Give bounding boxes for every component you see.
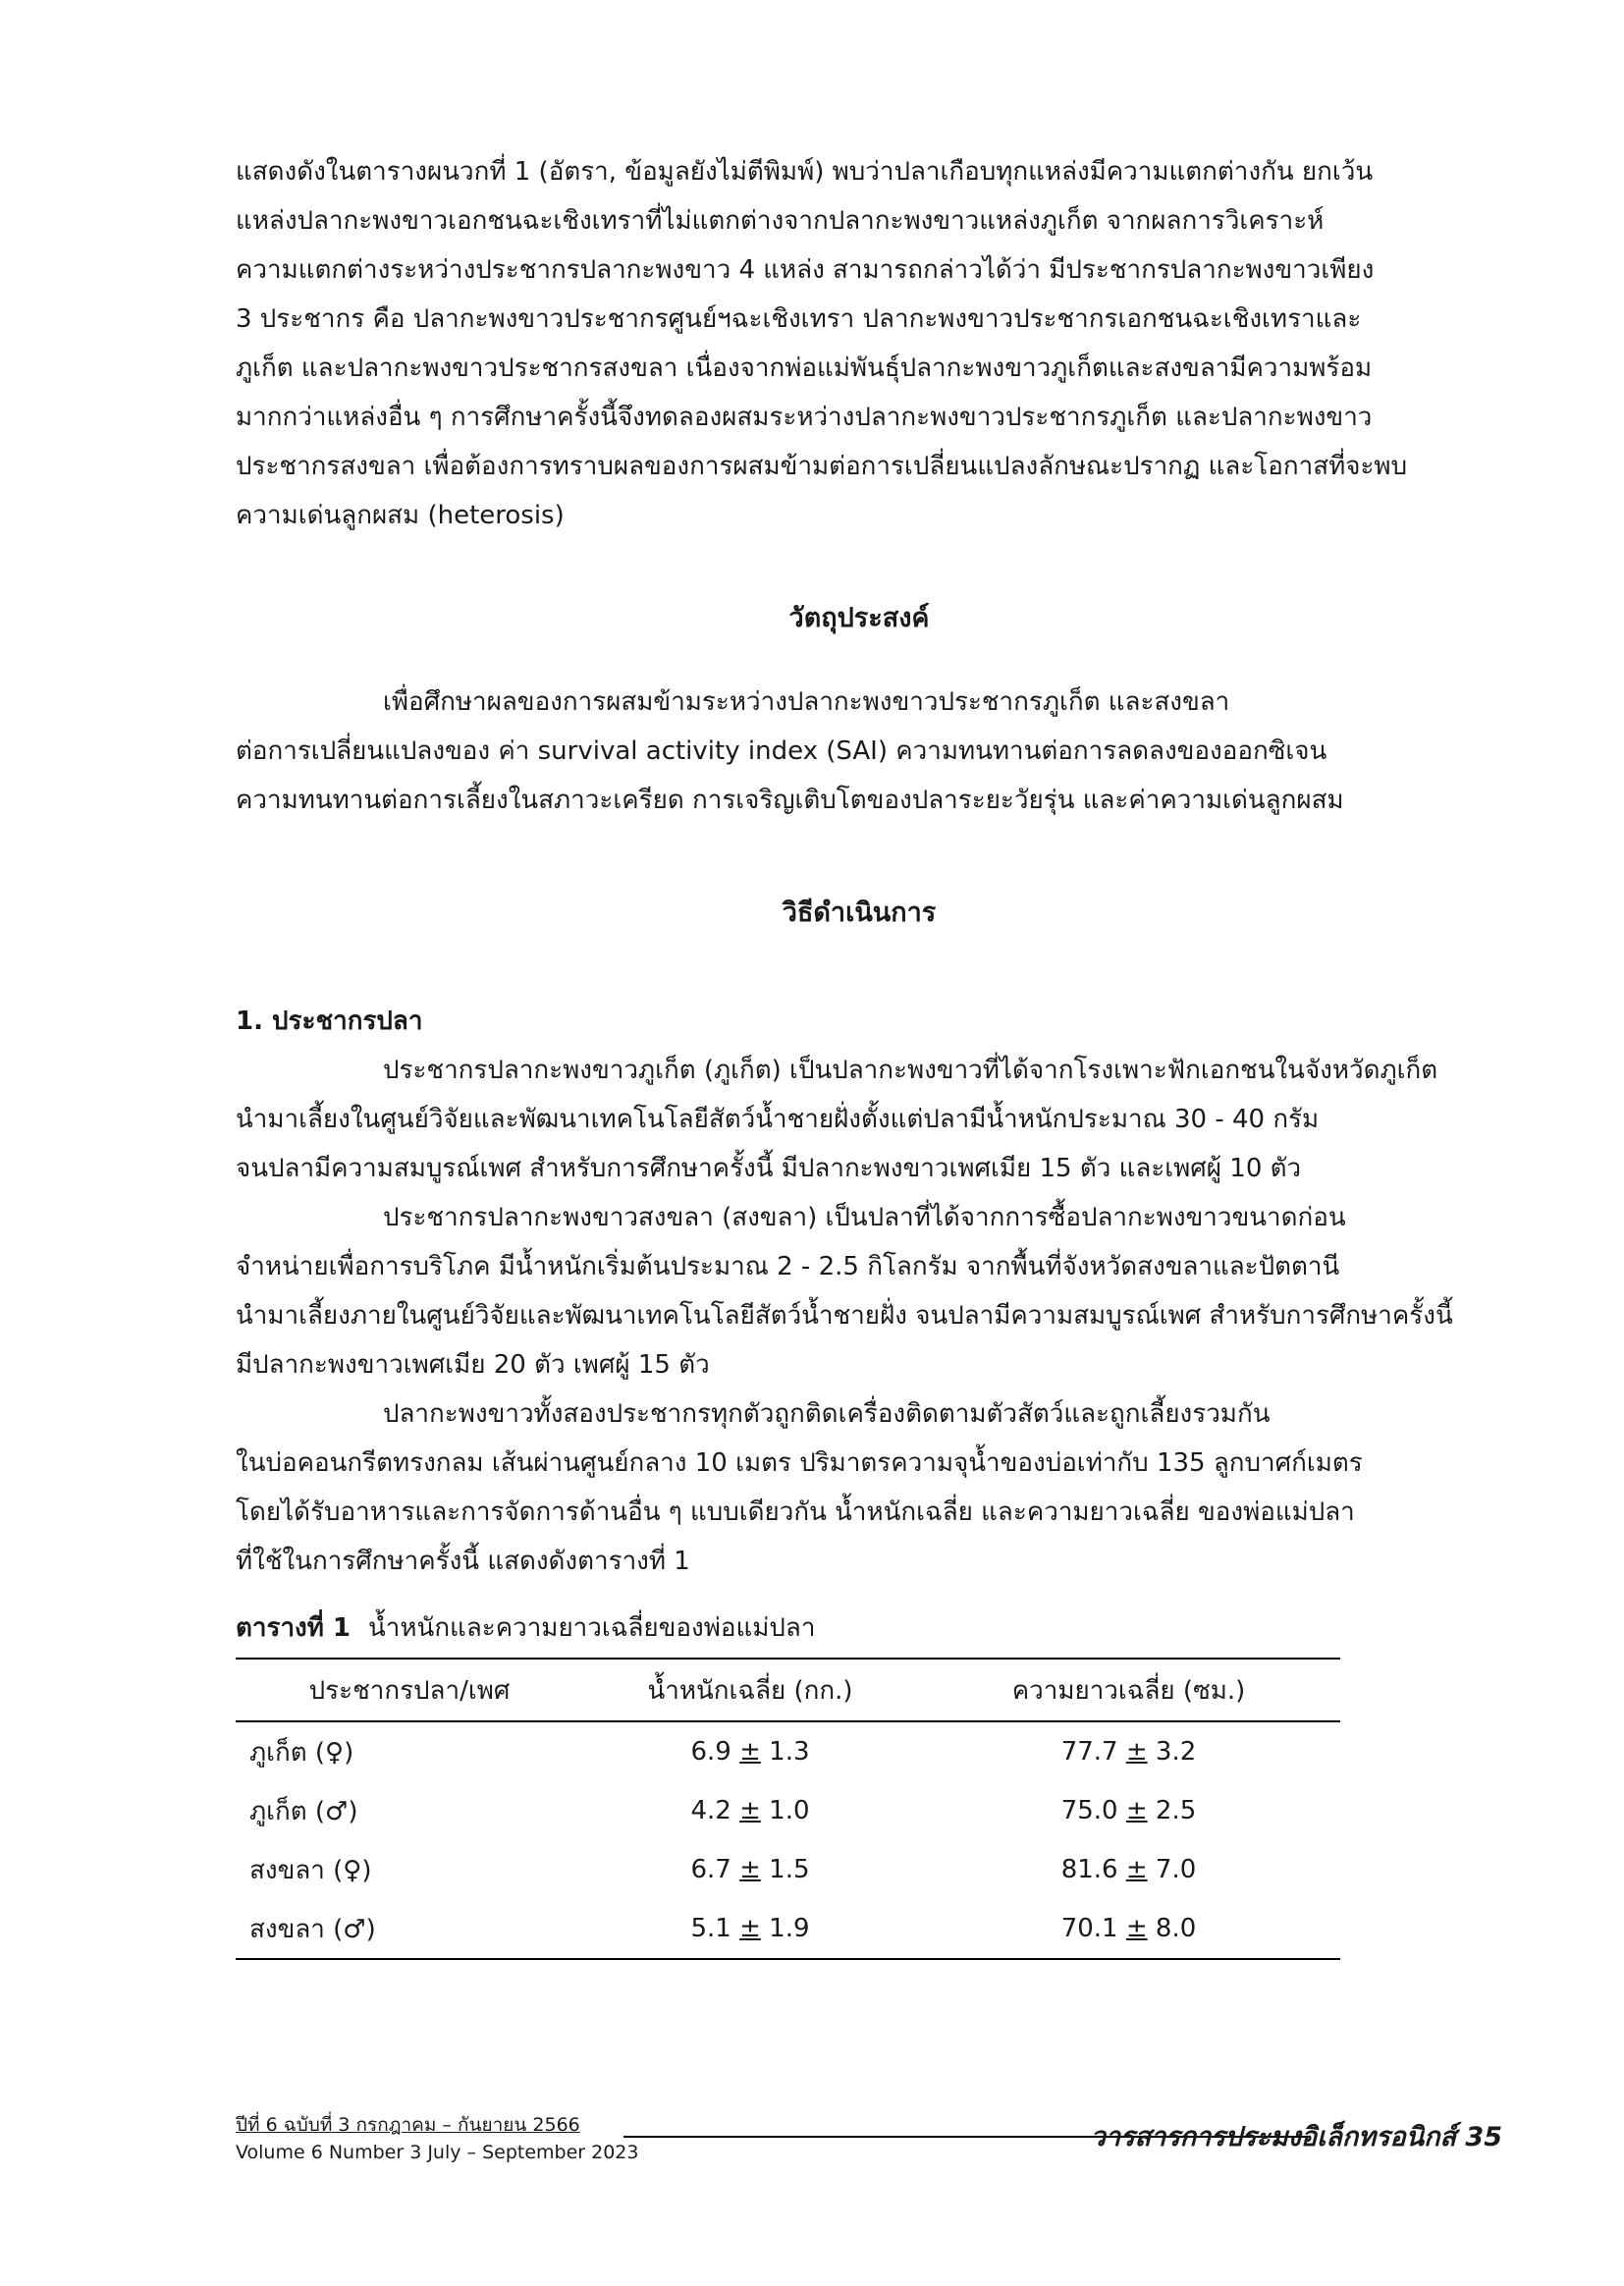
journal-name: วารสารการประมงอิเล็กทรอนิกส์ <box>1090 2122 1457 2152</box>
table-row <box>236 1899 1340 1959</box>
header-population-sex: ประชากรปลา/เพศ <box>236 1659 583 1721</box>
header-mean-weight: น้ำหนักเฉลี่ย (กก.) <box>583 1659 917 1721</box>
objective-text: เพื่อศึกษาผลของการผสมข้ามระหว่างปลากะพงขาวประชากรภูเก็ต และสงขลา ต่อการเปลี่ยนแปลงของ ค่า survival activity index (SAI) ความทนทานต่อการลดลงของออกซิเจน ความทนทานต่อการเลี้ยงในสภาวะเครียด การเจริญเติบโตของปลาระยะวัยรุ่น และค่าความเด่นลูกผสม <box>236 687 1344 815</box>
row-weight: 6.9 ± 1.3 <box>690 1737 810 1767</box>
journal-title <box>1091 2115 1502 2157</box>
issue-thai: ปีที่ 6 ฉบับที่ 3 กรกฎาคม – กันยายน 2566 <box>236 2114 580 2136</box>
methods-section <box>236 889 1483 938</box>
methods-body <box>236 997 1483 1586</box>
table-row <box>236 1721 1340 1781</box>
row-group: สงขลา (♂) <box>236 1899 583 1959</box>
population-phuket-paragraph: ประชากรปลากะพงขาวภูเก็ต (ภูเก็ต) เป็นปลากะพงขาวที่ได้จากโรงเพาะฟักเอกชนในจังหวัดภูเก็ต นำมาเลี้ยงในศูนย์วิจัยและพัฒนาเทคโนโลยีสัตว์น้ำชายฝั่งตั้งแต่ปลามีน้ำหนักประมาณ 30 - 40 กรัม จนปลามีความสมบูรณ์เพศ สำหรับการศึกษาครั้งนี้ มีปลากะพงขาวเพศเมีย 15 ตัว และเพศผู้ 10 ตัว <box>236 1056 1438 1183</box>
methods-heading: วิธีดำเนินการ <box>782 898 937 928</box>
objective-section <box>236 594 1483 643</box>
row-weight: 5.1 ± 1.9 <box>583 1899 917 1959</box>
rearing-paragraph: ปลากะพงขาวทั้งสองประชากรทุกตัวถูกติดเครื่องติดตามตัวสัตว์และถูกเลี้ยงรวมกัน ในบ่อคอนกรีตทรงกลม เส้นผ่านศูนย์กลาง 10 เมตร ปริมาตรความจุน้ำของบ่อเท่ากับ 135 ลูกบาศก์เมตร โดยได้รับอาหารและการจัดการด้านอื่น ๆ แบบเดียวกัน น้ำหนักเฉลี่ย และความยาวเฉลี่ย ของพ่อแม่ปลา ที่ใช้ในการศึกษาครั้งนี้ แสดงดังตารางที่ 1 <box>236 1399 1363 1576</box>
page-footer <box>236 2111 1502 2166</box>
row-group: ภูเก็ต (♀) <box>249 1737 354 1768</box>
table-header-row <box>236 1659 1340 1721</box>
population-songkhla-paragraph: ประชากรปลากะพงขาวสงขลา (สงขลา) เป็นปลาที่ได้จากการซื้อปลากะพงขาวขนาดก่อน จำหน่ายเพื่อการบริโภค มีน้ำหนักเริ่มต้นประมาณ 2 - 2.5 กิโลกรัม จากพื้นที่จังหวัดสงขลาและปัตตานี นำมาเลี้ยงภายในศูนย์วิจัยและพัฒนาเทคโนโลยีสัตว์น้ำชายฝั่ง จนปลามีความสมบูรณ์เพศ สำหรับการศึกษาครั้งนี้ มีปลากะพงขาวเพศเมีย 20 ตัว เพศผู้ 15 ตัว <box>236 1203 1453 1380</box>
objective-heading: วัตถุประสงค์ <box>788 603 930 633</box>
intro-text: แสดงดังในตารางผนวกที่ 1 (อัตรา, ข้อมูลยังไม่ตีพิมพ์) พบว่าปลาเกือบทุกแหล่งมีความแตกต่างกัน ยกเว้น แหล่งปลากะพงขาวเอกชนฉะเชิงเทราที่ไม่แตกต่างจากปลากะพงขาวแหล่งภูเก็ต จากผลการวิเคราะห์ ความแตกต่างระหว่างประชากรปลากะพงขาว 4 แหล่ง สามารถกล่าวได้ว่า มีประชากรปลากะพงขาวเพียง 3 ประชากร คือ ปลากะพงขาวประชากรศูนย์ฯฉะเชิงเทรา ปลากะพงขาวประชากรเอกชนฉะเชิงเทราและ ภูเก็ต และปลากะพงขาวประชากรสงขลา เนื่องจากพ่อแม่พันธุ์ปลากะพงขาวภูเก็ตและสงขลามีความพร้อม มากกว่าแหล่งอื่น ๆ การศึกษาครั้งนี้จึงทดลองผสมระหว่างปลากะพงขาวประชากรภูเก็ต และปลากะพงขาว ประชากรสงขลา เพื่อต้องการทราบผลของการผสมข้ามต่อการเปลี่ยนแปลงลักษณะปรากฏ และโอกาสที่จะพบ ความเด่นลูกผสม (heterosis) <box>236 157 1408 530</box>
broodstock-table <box>236 1658 1340 1960</box>
row-weight: 4.2 ± 1.0 <box>690 1796 810 1825</box>
table-caption-text: น้ำหนักและความยาวเฉลี่ยของพ่อแม่ปลา <box>368 1613 816 1643</box>
row-group: ภูเก็ต (♂) <box>249 1796 358 1826</box>
subsection-heading: 1. ประชากรปลา <box>236 1007 423 1036</box>
table-row <box>236 1840 1340 1899</box>
row-length: 70.1 ± 8.0 <box>917 1899 1340 1959</box>
intro-paragraph <box>236 147 1483 540</box>
header-mean-length: ความยาวเฉลี่ย (ซม.) <box>917 1659 1340 1721</box>
table-row <box>236 1781 1340 1840</box>
objective-paragraph <box>236 678 1483 825</box>
row-weight: 6.7 ± 1.5 <box>690 1855 810 1884</box>
row-length: 77.7 ± 3.2 <box>1060 1737 1197 1767</box>
page-number: 35 <box>1465 2122 1502 2152</box>
row-length: 81.6 ± 7.0 <box>1060 1855 1197 1884</box>
table-caption <box>236 1608 1340 1648</box>
table-caption-label: ตารางที่ 1 <box>236 1613 352 1643</box>
table-1 <box>236 1608 1340 1960</box>
row-group: สงขลา (♀) <box>249 1855 372 1885</box>
row-length: 75.0 ± 2.5 <box>1060 1796 1197 1825</box>
issue-english: Volume 6 Number 3 July – September 2023 <box>236 2142 639 2163</box>
